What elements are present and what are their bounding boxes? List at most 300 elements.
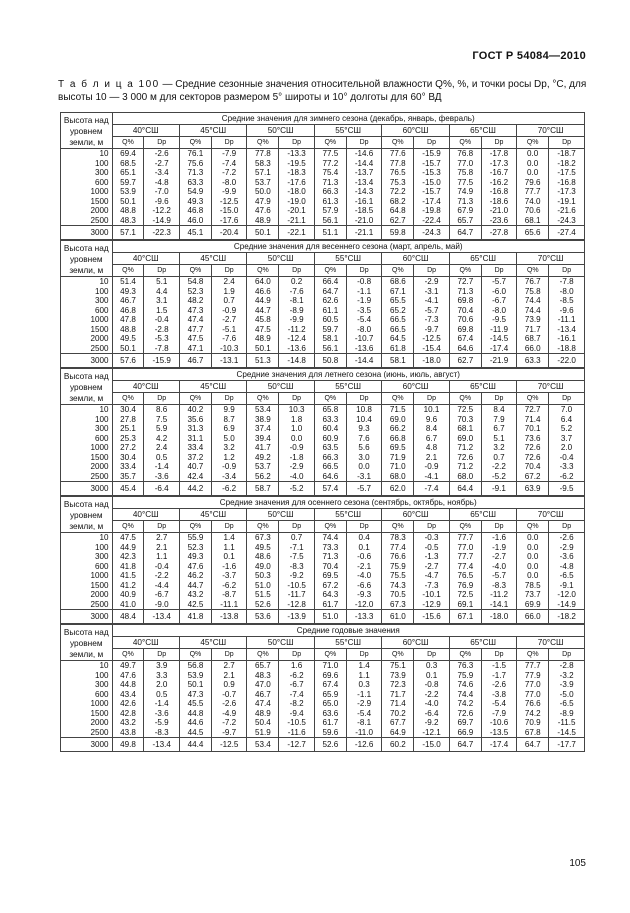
- dewpoint-cell: -2.9: [346, 699, 382, 709]
- dewpoint-cell: -0.3: [414, 533, 450, 543]
- season-title: Средние значения для летнего сезона (июнь, июль, август): [112, 369, 584, 381]
- dewpoint-symbol: Dр: [211, 137, 247, 149]
- dewpoint-cell: 1.1: [346, 671, 382, 681]
- dewpoint-cell: -17.4: [414, 197, 450, 207]
- humidity-cell: 47.7: [180, 325, 212, 335]
- dewpoint-cell: -0.7: [211, 690, 247, 700]
- humidity-cell: 77.7: [449, 533, 481, 543]
- humidity-cell: 46.7: [247, 690, 279, 700]
- humidity-cell: 33.4: [179, 443, 211, 453]
- humidity-cell: 51.4: [112, 277, 144, 287]
- dewpoint-cell: -8.0: [211, 178, 247, 188]
- dewpoint-cell: -15.0: [211, 206, 247, 216]
- dewpoint-cell: 1.4: [211, 533, 247, 543]
- altitude-cell: 1000: [61, 187, 113, 197]
- humidity-cell: 66.5: [382, 315, 414, 325]
- document-header: ГОСТ Р 54084—2010: [472, 50, 586, 62]
- humidity-cell: 72.6: [517, 453, 549, 463]
- dewpoint-cell: -16.2: [481, 178, 517, 188]
- season-block: [60, 368, 585, 496]
- humidity-cell: 61.8: [382, 344, 414, 354]
- dewpoint-cell: -5.1: [211, 325, 247, 335]
- dewpoint-cell: -4.1: [414, 296, 450, 306]
- humidity-cell: 64.0: [247, 277, 279, 287]
- humidity-cell: 47.5: [112, 533, 144, 543]
- dewpoint-cell: -7.9: [481, 709, 517, 719]
- humidity-cell: 50.8: [314, 354, 346, 368]
- humidity-cell: 63.5: [314, 443, 346, 453]
- table-row: [61, 415, 585, 425]
- latitude-header: 65°СШ: [449, 509, 516, 521]
- humidity-cell: 53.6: [247, 610, 279, 624]
- humidity-cell: 67.3: [382, 600, 414, 610]
- dewpoint-symbol: Dр: [211, 521, 247, 533]
- season-block: [60, 240, 585, 368]
- dewpoint-cell: 2.7: [211, 661, 247, 671]
- altitude-cell: 2000: [61, 590, 113, 600]
- dewpoint-cell: -16.7: [481, 168, 517, 178]
- table-row: [61, 354, 585, 368]
- humidity-cell: 75.5: [382, 571, 414, 581]
- table-row: [61, 334, 585, 344]
- dewpoint-cell: -9.2: [414, 718, 450, 728]
- table-row: [61, 600, 585, 610]
- dewpoint-cell: -17.6: [211, 216, 247, 226]
- humidity-cell: 43.2: [180, 590, 212, 600]
- dewpoint-cell: -16.1: [346, 197, 382, 207]
- humidity-symbol: Q%: [517, 649, 549, 661]
- dewpoint-cell: -3.9: [549, 680, 585, 690]
- dewpoint-cell: -1.1: [346, 287, 382, 297]
- humidity-cell: 42.6: [112, 699, 144, 709]
- altitude-cell: 3000: [61, 354, 113, 368]
- dewpoint-cell: -14.5: [549, 728, 585, 738]
- latitude-header: 45°СШ: [180, 637, 247, 649]
- dewpoint-cell: -5.4: [481, 699, 517, 709]
- humidity-cell: 48.8: [112, 325, 144, 335]
- humidity-cell: 66.0: [517, 344, 549, 354]
- dewpoint-cell: -20.4: [211, 226, 247, 240]
- dewpoint-cell: -1.9: [346, 296, 382, 306]
- dewpoint-cell: -17.4: [481, 344, 517, 354]
- humidity-symbol: Q%: [449, 137, 481, 149]
- dewpoint-cell: -2.9: [414, 277, 450, 287]
- humidity-symbol: Q%: [449, 649, 481, 661]
- dewpoint-cell: 3.9: [144, 661, 180, 671]
- humidity-cell: 45.1: [179, 226, 211, 240]
- humidity-cell: 49.5: [247, 543, 279, 553]
- humidity-cell: 64.7: [449, 738, 481, 752]
- latitude-header: 40°СШ: [112, 637, 179, 649]
- humidity-cell: 71.7: [517, 325, 549, 335]
- dewpoint-cell: -7.4: [211, 159, 247, 169]
- dewpoint-cell: -2.6: [481, 680, 517, 690]
- altitude-cell: 2000: [61, 334, 113, 344]
- table-row: [61, 699, 585, 709]
- humidity-dewpoint-table: [60, 112, 585, 752]
- dewpoint-symbol: Dр: [144, 649, 180, 661]
- humidity-cell: 38.9: [247, 415, 279, 425]
- humidity-cell: 63.3: [179, 178, 211, 188]
- latitude-header: 55°СШ: [314, 637, 381, 649]
- humidity-cell: 70.9: [517, 718, 549, 728]
- humidity-cell: 74.3: [382, 581, 414, 591]
- humidity-cell: 74.4: [449, 690, 481, 700]
- latitude-header: 60°СШ: [382, 381, 449, 393]
- humidity-cell: 50.1: [247, 226, 279, 240]
- humidity-cell: 70.4: [517, 462, 549, 472]
- humidity-cell: 70.6: [449, 315, 481, 325]
- humidity-cell: 30.4: [112, 453, 144, 463]
- table-row: [61, 533, 585, 543]
- dewpoint-symbol: Dр: [481, 265, 517, 277]
- dewpoint-cell: -6.7: [279, 680, 315, 690]
- dewpoint-cell: 0.5: [144, 690, 180, 700]
- latitude-header: 60°СШ: [382, 509, 449, 521]
- season-table: [60, 496, 585, 624]
- humidity-cell: 49.3: [179, 197, 211, 207]
- humidity-cell: 47.6: [180, 562, 212, 572]
- dewpoint-cell: 3.0: [346, 453, 382, 463]
- humidity-cell: 33.4: [112, 462, 144, 472]
- humidity-cell: 68.7: [517, 334, 549, 344]
- humidity-cell: 69.5: [314, 571, 346, 581]
- humidity-cell: 72.7: [517, 405, 549, 415]
- humidity-cell: 66.9: [449, 728, 481, 738]
- table-row: [61, 325, 585, 335]
- dewpoint-cell: -2.9: [549, 543, 585, 553]
- table-row: [61, 738, 585, 752]
- humidity-cell: 46.0: [179, 216, 211, 226]
- table-row: [61, 718, 585, 728]
- dewpoint-cell: -1.1: [346, 690, 382, 700]
- humidity-cell: 75.8: [517, 287, 549, 297]
- altitude-column-header: Высота над уровнем земли, м: [61, 625, 113, 661]
- dewpoint-cell: -18.5: [346, 206, 382, 216]
- humidity-cell: 46.6: [247, 287, 279, 297]
- humidity-cell: 65.0: [314, 699, 346, 709]
- dewpoint-cell: -12.5: [211, 738, 247, 752]
- humidity-symbol: Q%: [112, 137, 144, 149]
- altitude-cell: 100: [61, 287, 113, 297]
- humidity-cell: 77.0: [449, 543, 481, 553]
- altitude-cell: 300: [61, 552, 113, 562]
- altitude-cell: 2000: [61, 462, 113, 472]
- humidity-cell: 55.9: [180, 533, 212, 543]
- dewpoint-cell: -18.0: [414, 354, 450, 368]
- latitude-header: 50°СШ: [247, 637, 314, 649]
- dewpoint-cell: -7.4: [279, 690, 315, 700]
- humidity-cell: 44.8: [180, 709, 212, 719]
- dewpoint-cell: -17.6: [279, 178, 315, 188]
- dewpoint-cell: -12.6: [346, 738, 382, 752]
- humidity-cell: 69.1: [449, 600, 481, 610]
- dewpoint-cell: 0.1: [346, 543, 382, 553]
- dewpoint-cell: -2.6: [549, 533, 585, 543]
- dewpoint-cell: 0.7: [279, 533, 315, 543]
- dewpoint-cell: -12.9: [414, 600, 450, 610]
- altitude-cell: 1000: [61, 571, 113, 581]
- humidity-cell: 67.9: [449, 206, 481, 216]
- dewpoint-symbol: Dр: [144, 137, 180, 149]
- humidity-cell: 31.3: [179, 424, 211, 434]
- humidity-cell: 66.0: [517, 610, 549, 624]
- dewpoint-cell: -7.5: [279, 552, 315, 562]
- humidity-cell: 77.6: [382, 149, 414, 159]
- dewpoint-cell: -0.4: [144, 562, 180, 572]
- humidity-cell: 37.2: [179, 453, 211, 463]
- latitude-header: 65°СШ: [449, 381, 516, 393]
- dewpoint-cell: -8.2: [279, 699, 315, 709]
- dewpoint-symbol: Dр: [211, 265, 247, 277]
- humidity-symbol: Q%: [517, 265, 549, 277]
- dewpoint-cell: -10.1: [414, 590, 450, 600]
- dewpoint-cell: -4.0: [414, 699, 450, 709]
- humidity-cell: 61.7: [314, 718, 346, 728]
- dewpoint-cell: 1.5: [144, 306, 180, 316]
- latitude-header: 70°СШ: [517, 509, 585, 521]
- humidity-cell: 48.6: [247, 552, 279, 562]
- dewpoint-cell: -7.6: [279, 287, 315, 297]
- humidity-cell: 53.7: [247, 178, 279, 188]
- dewpoint-cell: -1.6: [211, 562, 247, 572]
- dewpoint-cell: 3.2: [481, 443, 517, 453]
- dewpoint-cell: -3.1: [346, 472, 382, 482]
- dewpoint-cell: -3.8: [481, 690, 517, 700]
- dewpoint-cell: 2.1: [414, 453, 450, 463]
- dewpoint-cell: -0.9: [414, 462, 450, 472]
- dewpoint-cell: -6.0: [481, 287, 517, 297]
- dewpoint-cell: 1.1: [211, 543, 247, 553]
- humidity-cell: 44.6: [180, 718, 212, 728]
- dewpoint-cell: 8.4: [481, 405, 517, 415]
- dewpoint-cell: -18.3: [279, 168, 315, 178]
- altitude-cell: 300: [61, 296, 113, 306]
- dewpoint-cell: -5.4: [346, 315, 382, 325]
- humidity-cell: 41.8: [180, 610, 212, 624]
- humidity-cell: 76.9: [449, 581, 481, 591]
- humidity-cell: 70.1: [517, 424, 549, 434]
- altitude-cell: 3000: [61, 482, 113, 496]
- dewpoint-cell: 2.4: [211, 277, 247, 287]
- table-row: [61, 661, 585, 671]
- dewpoint-cell: -6.4: [414, 709, 450, 719]
- dewpoint-cell: -0.9: [211, 462, 247, 472]
- dewpoint-symbol: Dр: [414, 265, 450, 277]
- humidity-cell: 67.2: [314, 581, 346, 591]
- dewpoint-cell: 10.4: [346, 415, 382, 425]
- dewpoint-cell: -10.5: [279, 581, 315, 591]
- table-row: [61, 306, 585, 316]
- table-row: [61, 287, 585, 297]
- dewpoint-cell: -21.6: [549, 206, 585, 216]
- humidity-cell: 77.7: [517, 187, 549, 197]
- humidity-cell: 72.2: [382, 187, 414, 197]
- humidity-cell: 71.0: [382, 462, 414, 472]
- dewpoint-cell: -23.6: [481, 216, 517, 226]
- dewpoint-cell: -9.5: [549, 482, 585, 496]
- dewpoint-cell: 6.7: [414, 434, 450, 444]
- humidity-symbol: Q%: [112, 649, 144, 661]
- dewpoint-cell: -5.4: [346, 709, 382, 719]
- table-row: [61, 226, 585, 240]
- dewpoint-cell: -9.4: [279, 709, 315, 719]
- dewpoint-cell: -20.1: [279, 206, 315, 216]
- humidity-cell: 77.5: [449, 178, 481, 188]
- humidity-cell: 69.0: [449, 434, 481, 444]
- dewpoint-cell: -5.7: [414, 306, 450, 316]
- humidity-cell: 57.1: [112, 226, 144, 240]
- humidity-cell: 76.5: [449, 571, 481, 581]
- humidity-cell: 67.4: [314, 680, 346, 690]
- dewpoint-cell: -15.9: [144, 354, 180, 368]
- humidity-cell: 72.5: [449, 590, 481, 600]
- humidity-cell: 67.7: [382, 718, 414, 728]
- humidity-cell: 64.3: [314, 590, 346, 600]
- table-row: [61, 277, 585, 287]
- dewpoint-cell: -8.5: [549, 296, 585, 306]
- latitude-header: 70°СШ: [517, 637, 585, 649]
- latitude-header: 45°СШ: [180, 509, 247, 521]
- humidity-cell: 62.7: [449, 354, 481, 368]
- dewpoint-cell: 1.0: [279, 424, 315, 434]
- dewpoint-cell: -5.7: [346, 482, 382, 496]
- humidity-cell: 64.7: [449, 226, 481, 240]
- humidity-cell: 76.3: [449, 661, 481, 671]
- dewpoint-cell: 1.1: [144, 552, 180, 562]
- dewpoint-cell: -7.2: [211, 718, 247, 728]
- humidity-cell: 61.0: [382, 610, 414, 624]
- humidity-cell: 41.2: [112, 581, 144, 591]
- altitude-cell: 2500: [61, 216, 113, 226]
- dewpoint-cell: -11.2: [279, 325, 315, 335]
- humidity-cell: 66.5: [382, 325, 414, 335]
- humidity-cell: 51.3: [247, 354, 279, 368]
- dewpoint-cell: -21.0: [346, 216, 382, 226]
- dewpoint-cell: -14.8: [279, 354, 315, 368]
- humidity-cell: 75.4: [314, 168, 346, 178]
- humidity-cell: 62.6: [314, 296, 346, 306]
- humidity-cell: 0.0: [517, 552, 549, 562]
- dewpoint-cell: -11.5: [549, 718, 585, 728]
- dewpoint-cell: -0.8: [414, 680, 450, 690]
- dewpoint-cell: -2.9: [279, 462, 315, 472]
- humidity-cell: 67.4: [449, 334, 481, 344]
- dewpoint-cell: -6.6: [346, 581, 382, 591]
- humidity-cell: 77.7: [517, 661, 549, 671]
- dewpoint-symbol: Dр: [414, 521, 450, 533]
- dewpoint-cell: 8.6: [144, 405, 180, 415]
- altitude-cell: 2000: [61, 718, 113, 728]
- humidity-symbol: Q%: [382, 137, 414, 149]
- dewpoint-cell: -5.7: [481, 277, 517, 287]
- humidity-cell: 53.9: [112, 187, 144, 197]
- humidity-cell: 65.7: [449, 216, 481, 226]
- table-row: [61, 610, 585, 624]
- latitude-header: 40°СШ: [112, 125, 179, 137]
- humidity-cell: 64.9: [382, 728, 414, 738]
- dewpoint-cell: -6.4: [144, 482, 180, 496]
- dewpoint-cell: -13.5: [481, 728, 517, 738]
- dewpoint-cell: -11.9: [481, 325, 517, 335]
- latitude-header: 60°СШ: [382, 125, 449, 137]
- humidity-cell: 74.6: [449, 680, 481, 690]
- dewpoint-symbol: Dр: [414, 649, 450, 661]
- humidity-symbol: Q%: [112, 393, 144, 405]
- dewpoint-cell: -8.0: [481, 306, 517, 316]
- dewpoint-cell: 1.9: [211, 287, 247, 297]
- dewpoint-cell: 5.0: [211, 434, 247, 444]
- dewpoint-cell: 7.0: [549, 405, 585, 415]
- humidity-cell: 60.9: [314, 434, 346, 444]
- table-row: [61, 590, 585, 600]
- table-row: [61, 728, 585, 738]
- latitude-header: 55°СШ: [314, 125, 381, 137]
- dewpoint-cell: 0.2: [279, 277, 315, 287]
- season-title: Средние значения для весеннего сезона (март, апрель, май): [112, 241, 584, 253]
- dewpoint-cell: 6.4: [549, 415, 585, 425]
- dewpoint-cell: -3.6: [144, 472, 180, 482]
- season-title: Средние значения для зимнего сезона (декабрь, январь, февраль): [112, 113, 584, 125]
- dewpoint-cell: -0.4: [549, 453, 585, 463]
- dewpoint-cell: -21.9: [481, 354, 517, 368]
- dewpoint-cell: -4.4: [144, 581, 180, 591]
- dewpoint-cell: -11.6: [279, 728, 315, 738]
- dewpoint-symbol: Dр: [144, 265, 180, 277]
- dewpoint-cell: 5.1: [481, 434, 517, 444]
- humidity-cell: 37.4: [247, 424, 279, 434]
- dewpoint-cell: 0.9: [211, 680, 247, 690]
- dewpoint-symbol: Dр: [279, 265, 315, 277]
- humidity-cell: 64.6: [314, 472, 346, 482]
- humidity-cell: 72.3: [382, 680, 414, 690]
- table-row: [61, 159, 585, 169]
- dewpoint-cell: 10.8: [346, 405, 382, 415]
- humidity-cell: 68.1: [449, 424, 481, 434]
- humidity-cell: 60.4: [314, 424, 346, 434]
- altitude-cell: 1500: [61, 197, 113, 207]
- dewpoint-cell: -9.6: [144, 197, 180, 207]
- dewpoint-cell: -4.9: [211, 709, 247, 719]
- dewpoint-cell: -8.3: [279, 562, 315, 572]
- dewpoint-cell: -7.8: [144, 344, 180, 354]
- humidity-cell: 66.5: [314, 462, 346, 472]
- humidity-cell: 65.2: [382, 306, 414, 316]
- humidity-cell: 65.6: [517, 226, 549, 240]
- dewpoint-cell: -17.5: [549, 168, 585, 178]
- humidity-cell: 52.6: [247, 600, 279, 610]
- humidity-cell: 53.4: [247, 738, 279, 752]
- dewpoint-symbol: Dр: [481, 393, 517, 405]
- dewpoint-cell: -1.3: [414, 552, 450, 562]
- dewpoint-cell: -3.5: [346, 306, 382, 316]
- dewpoint-cell: -18.2: [549, 610, 585, 624]
- humidity-cell: 65.1: [112, 168, 144, 178]
- humidity-cell: 72.5: [449, 405, 481, 415]
- humidity-cell: 46.8: [179, 206, 211, 216]
- dewpoint-cell: -21.0: [481, 206, 517, 216]
- season-block: [60, 624, 585, 752]
- humidity-cell: 77.7: [449, 552, 481, 562]
- humidity-cell: 49.8: [112, 738, 144, 752]
- dewpoint-cell: -2.2: [414, 690, 450, 700]
- dewpoint-cell: -2.8: [549, 661, 585, 671]
- dewpoint-cell: -27.8: [481, 226, 517, 240]
- humidity-cell: 77.0: [517, 680, 549, 690]
- dewpoint-symbol: Dр: [481, 521, 517, 533]
- table-row: [61, 543, 585, 553]
- table-row: [61, 571, 585, 581]
